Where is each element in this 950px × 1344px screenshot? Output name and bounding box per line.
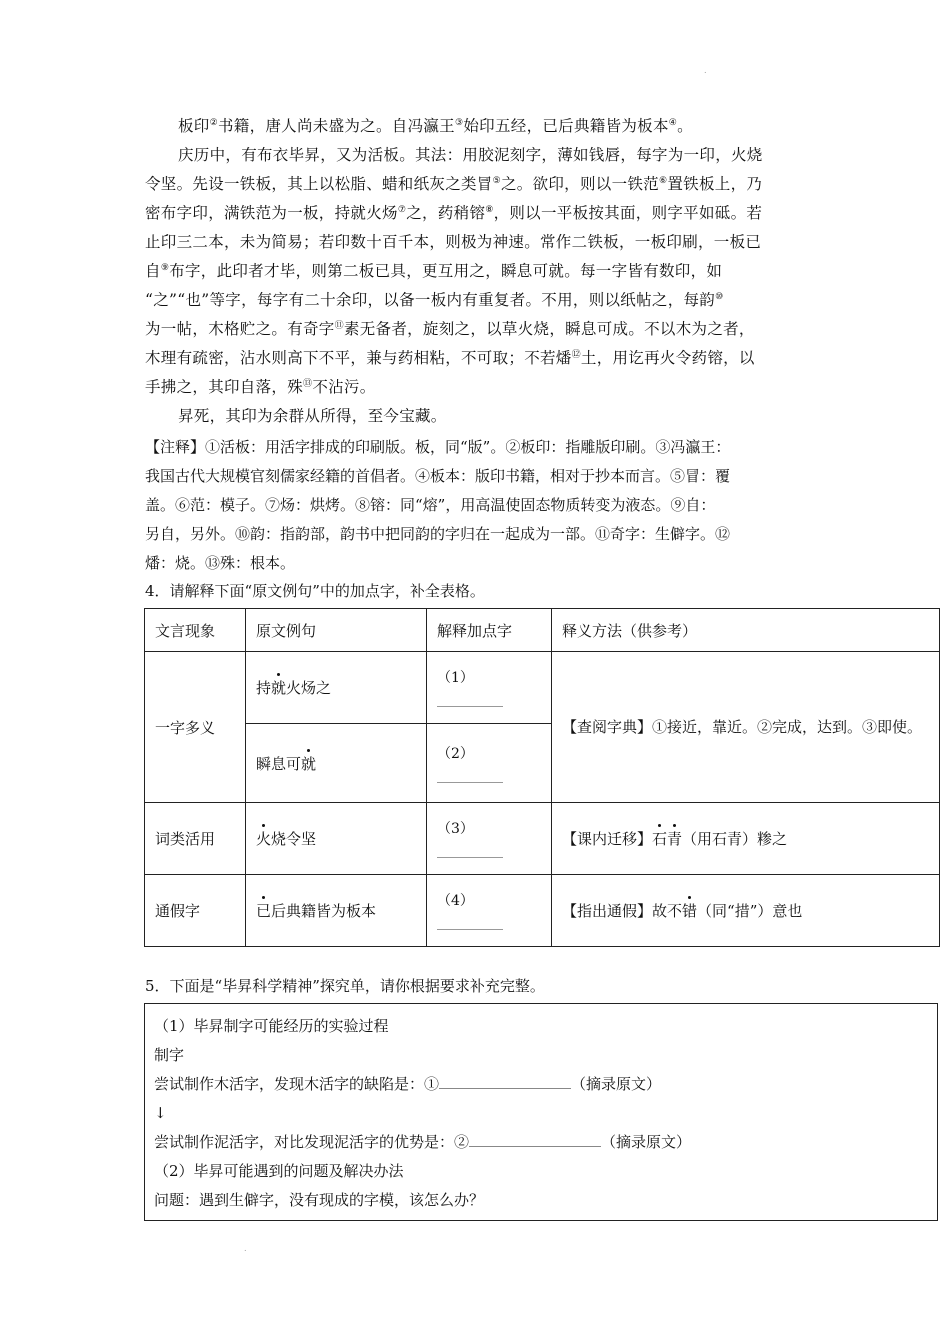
- answer-blank[interactable]: [437, 929, 503, 930]
- answer-blank[interactable]: [469, 1132, 601, 1147]
- footnote-marker: ⑤: [492, 176, 501, 186]
- footnote-marker: ⑥: [659, 176, 668, 186]
- question-5-worksheet: [144, 1003, 938, 1221]
- phenomenon-cell: 词类活用: [145, 803, 246, 875]
- footnote-marker: ⑫: [571, 350, 581, 360]
- table-row: [145, 803, 940, 875]
- worksheet-line: [154, 1070, 937, 1099]
- footnote-marker: ③: [455, 118, 464, 128]
- answer-cell[interactable]: [427, 875, 552, 947]
- note-line: 燔：烧。⑬殊：根本。: [145, 554, 296, 572]
- method-cell: [552, 803, 940, 875]
- answer-label: （2）: [437, 745, 474, 762]
- notes-block: [145, 433, 945, 578]
- method-text: 【课内迁移】: [562, 830, 653, 848]
- answer-blank[interactable]: [437, 782, 503, 783]
- dotted-char: 就: [301, 754, 317, 773]
- passage-text-segment: 令坚。先设一铁板，其上以松脂、蜡和纸灰之类冒: [145, 175, 493, 193]
- dotted-char: 石: [652, 830, 668, 848]
- stray-dot-bottom: .: [244, 1244, 247, 1253]
- footnote-marker: ⑬: [303, 379, 313, 389]
- passage-text-segment: 为一帖，木格贮之。有奇字: [145, 320, 335, 338]
- example-text: 火炀之: [286, 679, 332, 697]
- passage-text-segment: 。: [677, 117, 693, 135]
- answer-label: （1）: [437, 670, 474, 686]
- worksheet-line: 制字: [154, 1046, 185, 1064]
- header-cell: 原文例句: [246, 609, 427, 652]
- dotted-char: 青: [667, 830, 683, 848]
- header-cell: 文言现象: [145, 609, 246, 652]
- passage-line: [145, 344, 805, 373]
- footnote-marker: ④: [668, 118, 678, 128]
- worksheet-line: 问题：遇到生僻字，没有现成的字模，该怎么办？: [154, 1191, 485, 1209]
- table-header-row: [145, 609, 940, 652]
- passage-line: [145, 112, 805, 141]
- worksheet-line: （2）毕昇可能遇到的问题及解决办法: [154, 1162, 404, 1180]
- question-5-prompt: 5．下面是“毕昇科学精神”探究单，请你根据要求补充完整。: [145, 977, 545, 995]
- table-row: [145, 875, 940, 947]
- passage-text-segment: “之”“也”等字，每字有二十余印，以备一板内有重复者。不用，则以纸帖之，每韵: [145, 291, 716, 309]
- dotted-char: 就: [271, 679, 287, 697]
- table-row: [145, 652, 940, 724]
- passage-line: [145, 373, 805, 402]
- example-cell: [246, 652, 427, 724]
- passage-text-segment: 板印: [178, 117, 210, 135]
- answer-label: （3）: [437, 821, 474, 837]
- method-cell: 【查阅字典】①接近，靠近。②完成，达到。③即使。: [552, 652, 940, 803]
- worksheet-text: （摘录原文）: [601, 1133, 692, 1151]
- method-text: （同“措”）意也: [697, 902, 803, 920]
- answer-cell[interactable]: [427, 652, 552, 724]
- answer-cell[interactable]: [427, 803, 552, 875]
- footnote-marker: ⑦: [397, 205, 407, 215]
- phenomenon-cell: 通假字: [145, 875, 246, 947]
- note-line: 另自，另外。⑩韵：指韵部，韵书中把同韵的字归在一起成为一部。⑪奇字：生僻字。⑫: [145, 525, 731, 543]
- passage-text-segment: 置铁板上，乃: [667, 175, 763, 193]
- passage-text-segment: 素无备者，旋刻之，以草火烧，瞬息可成。不以木为之者，: [343, 320, 755, 338]
- answer-cell[interactable]: [427, 724, 552, 803]
- worksheet-text: 尝试制作木活字，发现木活字的缺陷是：①: [154, 1075, 440, 1093]
- passage-text-segment: 布字，此印者才毕，则第二板已具，更互用之，瞬息可就。每一字皆有数印，如: [169, 262, 723, 280]
- answer-blank[interactable]: [439, 1074, 571, 1089]
- passage-text-segment: ，则以一平板按其面，则字平如砥。若: [493, 204, 763, 222]
- footnote-marker: ⑧: [485, 205, 494, 215]
- passage-line: [145, 286, 805, 315]
- footnote-marker: ⑩: [715, 292, 724, 302]
- answer-blank[interactable]: [437, 857, 503, 858]
- worksheet-text: 尝试制作泥活字，对比发现泥活字的优势是：②: [154, 1133, 470, 1151]
- dotted-char: 已: [256, 902, 272, 920]
- passage-text-segment: 书籍，唐人尚未盛为之。自冯瀛王: [217, 117, 455, 135]
- worksheet-line: [154, 1128, 937, 1157]
- example-cell: [246, 803, 427, 875]
- passage-text-segment: 之。欲印，则以一铁范: [500, 175, 659, 193]
- example-cell: [246, 875, 427, 947]
- dotted-char: 火: [256, 830, 272, 848]
- passage-text: [145, 112, 805, 431]
- passage-line: [145, 170, 805, 199]
- header-cell: 解释加点字: [427, 609, 552, 652]
- method-cell: [552, 875, 940, 947]
- passage-line: [145, 257, 805, 286]
- note-line: 盖。⑥范：模子。⑦炀：烘烤。⑧镕：同“熔”，用高温使固态物质转变为液态。⑨自：: [145, 496, 716, 514]
- header-cell: 释义方法（供参考）: [552, 609, 940, 652]
- footnote-marker: ②: [209, 118, 218, 128]
- question-4-table: [144, 608, 940, 947]
- question-4-prompt: 4．请解释下面“原文例句”中的加点字，补全表格。: [145, 582, 485, 600]
- note-line: 我国古代大规模官刻儒家经籍的首倡者。④板本：版印书籍，相对于抄本而言。⑤冒：覆: [145, 467, 731, 485]
- footnote-marker: ⑨: [160, 263, 170, 273]
- worksheet-line: （1）毕昇制字可能经历的实验过程: [154, 1017, 389, 1035]
- dotted-char: 错: [682, 902, 698, 920]
- passage-text-segment: 不沾污。: [312, 378, 376, 396]
- worksheet-text: （摘录原文）: [571, 1075, 662, 1093]
- passage-text-segment: 土，用讫再火令药镕，以: [580, 349, 755, 367]
- answer-blank[interactable]: [437, 706, 503, 707]
- passage-line: [145, 141, 805, 170]
- passage-text-segment: 庆历中，有布衣毕昇，又为活板。其法：用胶泥刻字，薄如钱唇，每字为一印，火烧: [178, 146, 763, 164]
- passage-text-segment: 昇死，其印为余群从所得，至今宝藏。: [178, 407, 447, 425]
- passage-text-segment: 止印三二本，未为简易；若印数十百千本，则极为神速。常作二铁板，一板印刷，一板已: [145, 233, 762, 251]
- passage-line: [145, 402, 805, 431]
- example-text: 瞬息可: [256, 754, 302, 773]
- answer-label: （4）: [437, 893, 474, 909]
- arrow-down-icon: ↓: [154, 1104, 167, 1122]
- passage-text-segment: 手拂之，其印自落，殊: [145, 378, 304, 396]
- passage-text-segment: 密布字印，满铁范为一板，持就火炀: [145, 204, 398, 222]
- method-text: 【指出通假】故不: [562, 902, 683, 920]
- note-line: 【注释】①活板：用活字排成的印刷版。板，同“版”。②板印：指雕版印刷。③冯瀛王：: [145, 438, 731, 456]
- passage-text-segment: 之，药稍镕: [406, 204, 486, 222]
- method-text: （用石青）糁之: [682, 830, 788, 848]
- example-text: 烧令坚: [271, 830, 317, 848]
- example-text: 后典籍皆为板本: [271, 902, 377, 920]
- phenomenon-cell: 一字多义: [145, 652, 246, 803]
- passage-text-segment: 木理有疏密，沾水则高下不平，兼与药相粘，不可取；不若燔: [145, 349, 572, 367]
- passage-line: [145, 315, 805, 344]
- passage-text-segment: 始印五经，已后典籍皆为板本: [463, 117, 669, 135]
- stray-dot-top: .: [704, 66, 707, 75]
- passage-line: [145, 199, 805, 228]
- passage-line: [145, 228, 805, 257]
- example-text: 持: [256, 679, 272, 697]
- example-cell: [246, 724, 427, 803]
- footnote-marker: ⑪: [334, 321, 344, 331]
- passage-text-segment: 自: [145, 262, 161, 280]
